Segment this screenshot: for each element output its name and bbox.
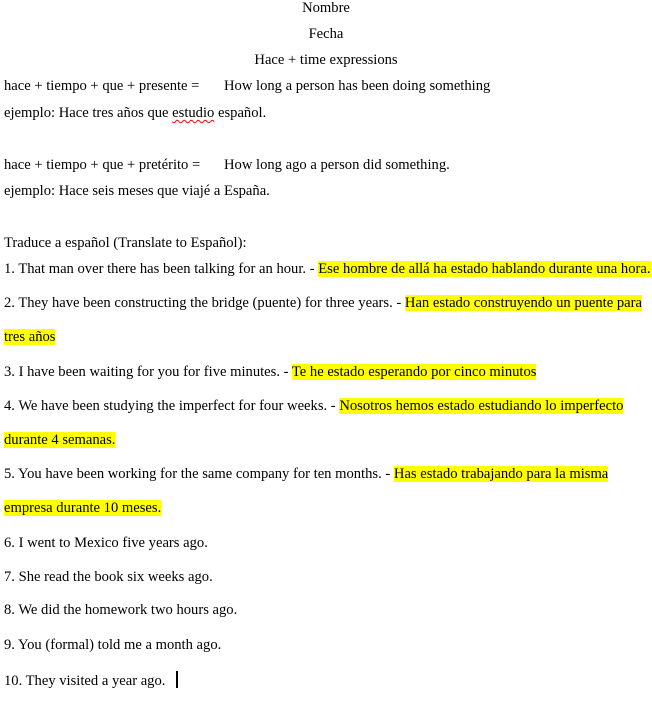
list-item-1	[4, 261, 651, 278]
rule-preterite-meaning: How long ago a person did something.	[224, 157, 450, 173]
item-prompt: 10. They visited a year ago.	[4, 673, 170, 689]
list-item-4-continued	[4, 432, 115, 449]
highlighted-answer: Has estado trabajando para la misma	[393, 466, 609, 482]
spellcheck-flagged-word[interactable]: estudio	[172, 105, 215, 121]
list-item-10	[4, 671, 178, 690]
document-title: Hace + time expressions	[254, 52, 398, 68]
item-prompt: 1. That man over there has been talking for an hour. -	[4, 261, 319, 277]
list-item-8: 8. We did the homework two hours ago.	[4, 602, 238, 618]
example-prefix: ejemplo: Hace tres años que	[4, 105, 173, 121]
list-item-9: 9. You (formal) told me a month ago.	[4, 637, 222, 653]
item-prompt: 5. You have been working for the same company for ten months. -	[4, 466, 394, 482]
rule-present	[4, 78, 644, 95]
example-suffix: español.	[214, 105, 267, 121]
list-item-2	[4, 295, 642, 312]
highlighted-answer: Te he estado esperando por cinco minutos	[291, 364, 537, 380]
list-item-7: 7. She read the book six weeks ago.	[4, 569, 213, 585]
item-prompt: 4. We have been studying the imperfect for four weeks. -	[4, 398, 340, 414]
list-item-5-continued	[4, 500, 161, 517]
date-label: Fecha	[308, 26, 344, 42]
highlighted-answer: empresa durante 10 meses.	[4, 500, 162, 516]
highlighted-answer: Ese hombre de allá ha estado hablando durante una hora.	[318, 261, 651, 277]
highlighted-answer: Nosotros hemos estado estudiando lo imperfecto	[339, 398, 624, 414]
name-label: Nombre	[302, 0, 350, 16]
list-item-5	[4, 466, 608, 483]
rule-preterite	[4, 157, 644, 174]
text-cursor	[176, 671, 178, 688]
list-item-4	[4, 398, 623, 415]
highlighted-answer: tres años	[4, 329, 56, 345]
rule-present-meaning: How long a person has been doing something	[224, 78, 491, 94]
item-prompt: 3. I have been waiting for you for five minutes. -	[4, 364, 292, 380]
rule-preterite-example: ejemplo: Hace seis meses que viajé a España.	[4, 183, 270, 199]
rule-preterite-formula: hace + tiempo + que + pretérito =	[4, 157, 201, 173]
list-item-3	[4, 364, 536, 381]
highlighted-answer: durante 4 semanas.	[4, 432, 116, 448]
instructions: Traduce a español (Translate to Español):	[4, 235, 247, 251]
rule-present-example	[4, 105, 266, 122]
rule-present-formula: hace + tiempo + que + presente =	[4, 78, 200, 94]
list-item-6: 6. I went to Mexico five years ago.	[4, 535, 208, 551]
list-item-2-continued	[4, 329, 55, 346]
item-prompt: 2. They have been constructing the bridge (puente) for three years. -	[4, 295, 405, 311]
highlighted-answer: Han estado construyendo un puente para	[404, 295, 642, 311]
